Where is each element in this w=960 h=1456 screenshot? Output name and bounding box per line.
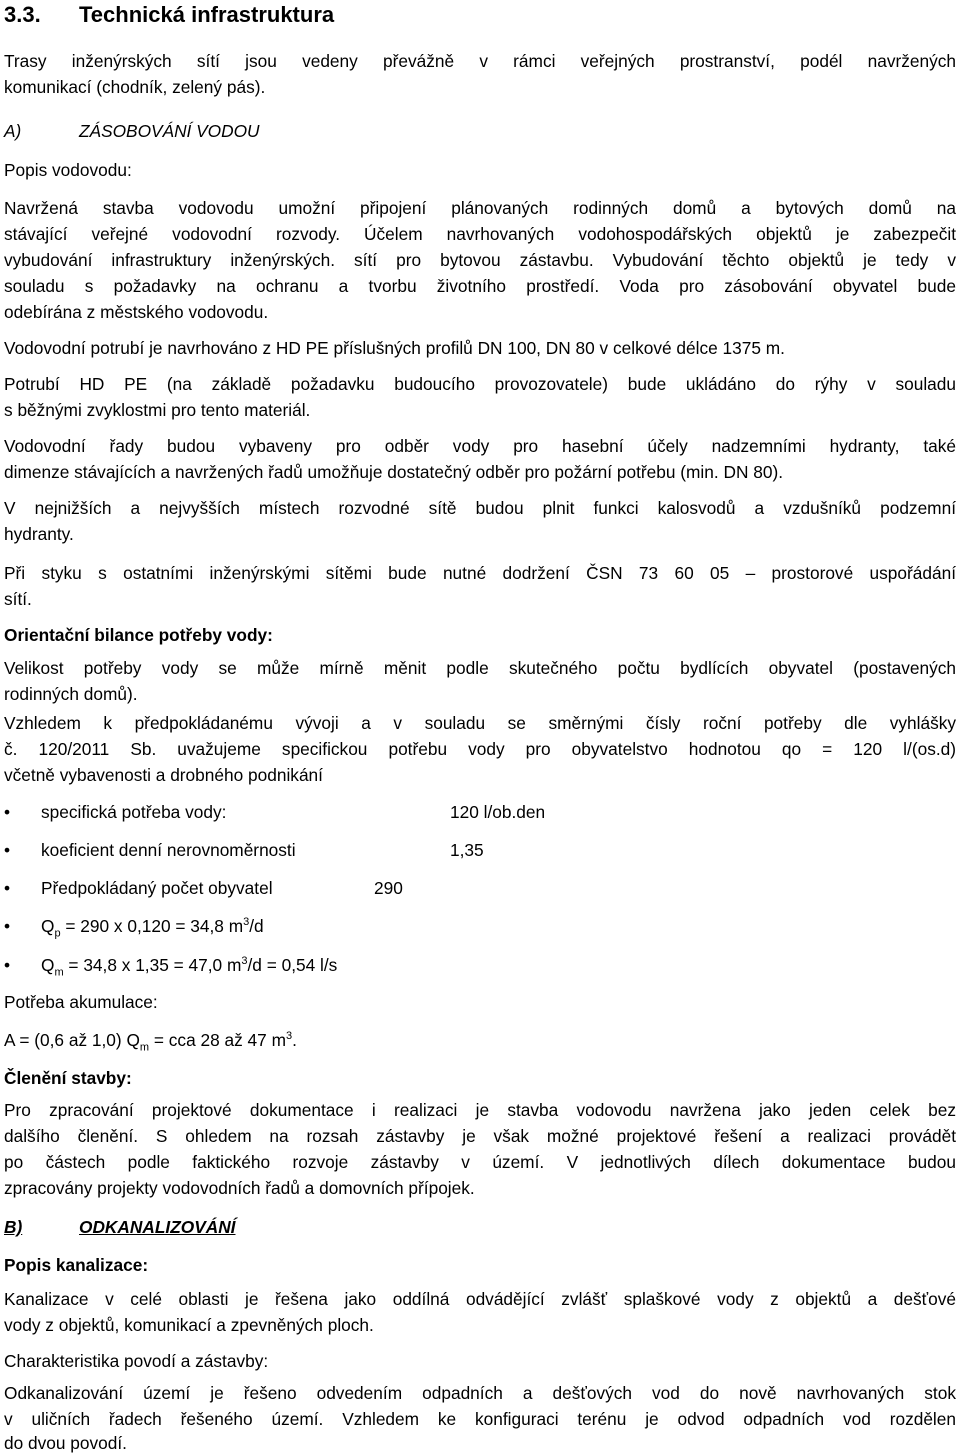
paragraph-line: do dvou povodí.: [4, 1433, 127, 1453]
paragraph-line: rodinných domů).: [4, 684, 138, 704]
list-item: [0, 799, 960, 825]
paragraph-line: sítí.: [4, 589, 32, 609]
bullet-label: Předpokládaný počet obyvatel: [41, 878, 273, 898]
paragraph-line: s běžnými zvyklostmi pro tento materiál.: [4, 400, 311, 420]
paragraph-line: Vodovodní řady budou vybaveny pro odběr vody pro hasební účely nadzemními hydranty, také: [4, 436, 956, 456]
bullet-icon: •: [4, 878, 11, 898]
list-item: [0, 875, 960, 901]
akumulace-formula: A = (0,6 až 1,0) $Q_m$ = cca 28 až 47 $m^3$.: [4, 1030, 297, 1054]
bullet-value: 290: [374, 878, 403, 898]
paragraph-line: po částech podle faktického rozvoje zástavby v území. V jednotlivých dílech dokumentace budou: [4, 1152, 956, 1172]
bullet-value: 1,35: [450, 840, 484, 860]
intro-line-1: Trasy inženýrských sítí jsou vedeny převážně v rámci veřejných prostranství, podél navržených: [4, 51, 956, 71]
list-item: [0, 837, 960, 863]
popis-vodovodu-label: Popis vodovodu:: [4, 160, 132, 180]
paragraph-line: Kanalizace v celé oblasti je řešena jako oddílná odvádějící zvlášť splaškové vody z objektů a dešťové: [4, 1289, 956, 1309]
paragraph-line: Pro zpracování projektové dokumentace i realizaci je stavba vodovodu navržena jako jeden celek bez: [4, 1100, 956, 1120]
bullet-icon: •: [4, 802, 11, 822]
intro-line-2: komunikací (chodník, zelený pás).: [4, 77, 266, 97]
part-b-heading: [4, 1214, 236, 1240]
list-item: [0, 913, 960, 939]
paragraph-line: souladu s požadavky na ochranu a tvorbu životního prostředí. Voda pro zásobování obyvatel bude: [4, 276, 956, 296]
bullet-icon: •: [4, 955, 11, 975]
bullet-label: koeficient denní nerovnoměrnosti: [41, 840, 296, 860]
paragraph-line: Odkanalizování území je řešeno odvedením odpadních a dešťových vod do nově navrhovaných stok: [4, 1383, 956, 1403]
paragraph-line: V nejnižších a nejvyšších místech rozvodné sítě budou plnit funkci kalosvodů a vzdušníků podzemní: [4, 498, 956, 518]
paragraph-line: dimenze stávajících a navržených řadů umožňuje dostatečný odběr pro požární potřebu (min. DN 80).: [4, 462, 784, 482]
paragraph-line: včetně vybavenosti a drobného podnikání: [4, 765, 323, 785]
formula-qp: $Q_p = 290$ x 0,120 = 34,8 $m^3/d$: [41, 916, 264, 940]
paragraph-line: dalšího členění. S ohledem na rozsah zástavby je však možné projektové řešení a realizaci provádět: [4, 1126, 956, 1146]
paragraph-line: č. 120/2011 Sb. uvažujeme specifickou potřebu vody pro obyvatelstvo hodnotou qo = 120 l/(os.d): [4, 739, 956, 759]
paragraph-line: Při styku s ostatními inženýrskými sítěmi bude nutné dodržení ČSN 73 60 05 – prostorové uspořádání: [4, 563, 956, 583]
paragraph-line: Velikost potřeby vody se může mírně měnit podle skutečného počtu bydlících obyvatel (postavených: [4, 658, 956, 678]
section-title: Technická infrastruktura: [79, 2, 335, 27]
charakteristika-label: Charakteristika povodí a zástavby:: [4, 1351, 269, 1371]
paragraph-line: stávající veřejné vodovodní rozvody. Účelem navrhovaných vodohospodářských objektů je zabezpečit: [4, 224, 956, 244]
paragraph-line: v uličních řadech řešeného území. Vzhledem ke konfiguraci terénu je odvod odpadních vod rozdělen: [4, 1409, 956, 1429]
paragraph-line: hydranty.: [4, 524, 74, 544]
section-heading: [4, 2, 334, 28]
section-number: 3.3.: [4, 2, 41, 27]
paragraph-line: Navržená stavba vodovodu umožní připojení plánovaných rodinných domů a bytových domů na: [4, 198, 956, 218]
paragraph-line: zpracovány projekty vodovodních řadů a domovních přípojek.: [4, 1178, 475, 1198]
paragraph-line: Vodovodní potrubí je navrhováno z HD PE příslušných profilů DN 100, DN 80 v celkové délce 1375 m.: [4, 338, 785, 358]
bullet-label: specifická potřeba vody:: [41, 802, 227, 822]
part-a-title: ZÁSOBOVÁNÍ VODOU: [79, 121, 260, 141]
part-b-letter: B): [4, 1217, 23, 1237]
bullet-value: 120 l/ob.den: [450, 802, 546, 822]
bullet-icon: •: [4, 916, 11, 936]
paragraph-line: vybudování infrastruktury inženýrských. sítí pro bytovou zástavbu. Vybudování těchto objektů je tedy v: [4, 250, 956, 270]
paragraph-line: odebírána z městského vodovodu.: [4, 302, 269, 322]
cleneni-heading: Členění stavby:: [4, 1068, 132, 1088]
akumulace-label: Potřeba akumulace:: [4, 992, 158, 1012]
paragraph-line: vody z objektů, komunikací a zpevněných ploch.: [4, 1315, 374, 1335]
list-item: [0, 952, 960, 978]
paragraph-line: Potrubí HD PE (na základě požadavku budoucího provozovatele) bude ukládáno do rýhy v souladu: [4, 374, 956, 394]
part-a-heading: [4, 118, 260, 144]
part-b-title: ODKANALIZOVÁNÍ: [79, 1217, 236, 1237]
paragraph-line: Vzhledem k předpokládanému vývoji a v souladu se směrnými čísly roční potřeby dle vyhlášky: [4, 713, 956, 733]
part-a-letter: A): [4, 121, 22, 141]
formula-qm: $Q_m = 34,8$ x 1,35 = 47,0 $m^3/d = 0,54$ l/s: [41, 955, 338, 979]
popis-kanalizace-heading: Popis kanalizace:: [4, 1255, 149, 1275]
bilance-heading: Orientační bilance potřeby vody:: [4, 625, 273, 645]
bullet-icon: •: [4, 840, 11, 860]
